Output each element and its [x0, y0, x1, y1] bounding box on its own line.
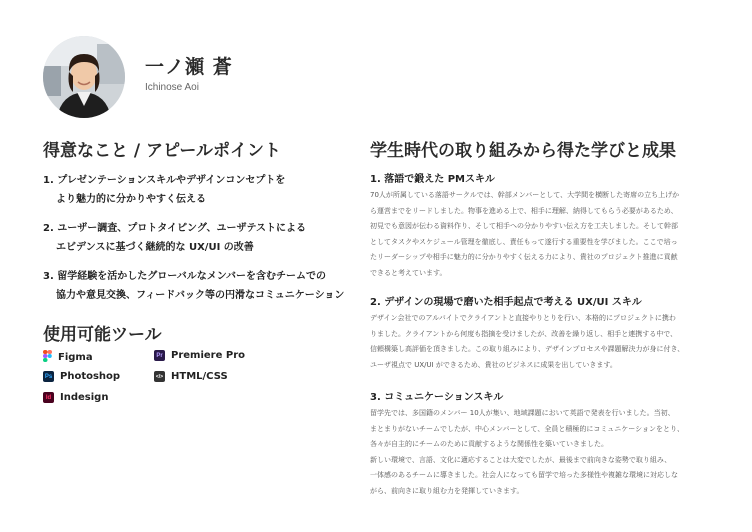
premiere-pro-icon: Pr — [154, 350, 165, 361]
appeal-item-line2: より魅力的に分かりやすく伝える — [56, 194, 206, 205]
learning-section-title: 2. デザインの現場で磨いた相手起点で考える UX/UI スキル — [370, 297, 642, 308]
appeal-item-line1: 1. プレゼンテーションスキルやデザインコンセプトを — [43, 175, 286, 186]
appeal-item-line2: エビデンスに基づく継続的な UX/UI の改善 — [56, 242, 254, 253]
learning-section-body — [370, 311, 715, 373]
tool-photoshop — [43, 371, 120, 382]
learning-section-title: 3. コミュニケーションスキル — [370, 392, 504, 403]
tool-label: HTML/CSS — [171, 371, 228, 382]
body-line: ら運営までをリードしました。物事を進める上で、相手に理解、納得してもらう必要があるため、 — [370, 206, 678, 215]
learning-heading: 学生時代の取り組みから得た学びと成果 — [370, 141, 676, 161]
body-line: まとまりがないチームでしたが、中心メンバーとして、全員と積極的にコミュニケーションをとり、 — [370, 424, 684, 433]
learning-section-body — [370, 406, 715, 499]
appeal-item-line1: 2. ユーザー調査、プロトタイピング、ユーザテストによる — [43, 223, 307, 234]
body-line: 新しい環境で、言語、文化に適応することは大変でしたが、最後まで前向きな姿勢で取り組み、 — [370, 455, 672, 464]
tool-premiere-pro — [154, 350, 245, 361]
tool-label: Figma — [58, 352, 93, 363]
body-line: 初見でも意図が伝わる資料作り、そして相手への分かりやすい伝え方を工夫しました。そして幹部 — [370, 222, 678, 230]
appeal-item-line1: 3. 留学経験を活かしたグローバルなメンバーを含むチームでの — [43, 271, 327, 282]
body-line: 70人が所属している落語サークルでは、幹部メンバーとして、大学間を横断した寄席の立ち上げか — [370, 191, 680, 199]
body-line: としてタスクやスケジュール管理を徹底し、責任もって遂行する重要性を学びました。ここで培っ — [370, 237, 678, 246]
indesign-icon: Id — [43, 392, 54, 403]
tool-label: Indesign — [60, 392, 109, 403]
appeal-heading: 得意なこと / アピールポイント — [43, 141, 282, 161]
body-line: 各々が自主的にチームのために貢献するような関係性を築いていきました。 — [370, 440, 608, 448]
photoshop-icon: Ps — [43, 371, 54, 382]
learning-section-body — [370, 188, 715, 281]
tool-label: Photoshop — [60, 371, 121, 382]
body-line: たリーダーシップや相手に魅力的に分かりやすく伝える力により、貴社のプロジェクト推進に貢献 — [370, 253, 678, 261]
body-line: 留学先では、多国籍のメンバー 10人が集い、地域課題において英語で発表を行いました。当初、 — [370, 409, 675, 417]
appeal-item-line2: 協力や意見交換、フィードバック等の円滑なコミュニケーション — [56, 290, 345, 301]
list-item — [43, 267, 343, 305]
body-line: 一体感のあるチームに導きました。社会人になっても留学で培った多様性や複雑な環境に対応しな — [370, 471, 678, 479]
body-line: できると考えています。 — [370, 268, 447, 277]
tool-figma — [43, 350, 93, 365]
tool-html-css — [154, 371, 228, 382]
body-line: ユーザ視点で UX/UI ができるため、貴社のビジネスに成果を出していきます。 — [370, 360, 617, 369]
profile-romaji: Ichinose Aoi — [145, 82, 199, 93]
tool-indesign — [43, 392, 108, 403]
learning-section-title: 1. 落語で鍛えた PMスキル — [370, 174, 495, 185]
tool-label: Premiere Pro — [171, 350, 245, 361]
list-item — [43, 219, 343, 257]
list-item — [43, 171, 343, 209]
tools-heading: 使用可能ツール — [43, 325, 162, 345]
profile-photo — [43, 36, 125, 118]
body-line: がら、前向きに取り組む力を発揮していきます。 — [370, 486, 524, 495]
appeal-list — [43, 171, 343, 315]
figma-icon — [43, 350, 52, 365]
profile-name: 一ノ瀬 蒼 — [145, 56, 233, 78]
body-line: デザイン会社でのアルバイトでクライアントと直接やりとりを行い、本格的にプロジェクトに携わ — [370, 314, 676, 322]
body-line: りました。クライアントから何度も指摘を受けましたが、改善を繰り返し、相手と連携する中で、 — [370, 329, 678, 338]
code-icon: </> — [154, 371, 165, 382]
body-line: 信頼構築し高評価を頂きました。この取り組みにより、デザインプロセスや課題解決力が身に付き、 — [370, 345, 685, 353]
